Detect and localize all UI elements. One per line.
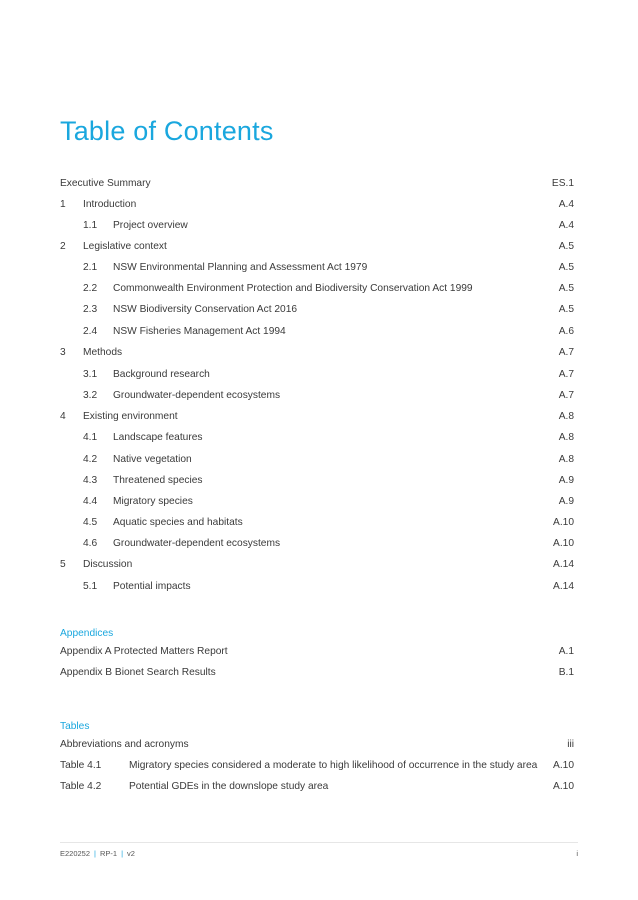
toc-entry-number: 5.1 <box>83 581 98 592</box>
toc-entry-title: Legislative context <box>83 241 167 252</box>
toc-entry-number: 5 <box>60 559 66 570</box>
toc-entry-number: 2 <box>60 241 66 252</box>
toc-entry[interactable] <box>60 473 574 489</box>
toc-entry-title: Groundwater-dependent ecosystems <box>113 538 281 549</box>
toc-entry-title: Migratory species <box>113 496 193 507</box>
toc-entry-page: A.4 <box>558 220 574 231</box>
tables-heading: Tables <box>60 721 90 732</box>
toc-entry[interactable] <box>60 324 574 340</box>
table-entry-number: Table 4.2 <box>60 781 102 792</box>
toc-entry-title: Native vegetation <box>113 454 192 465</box>
table-entry-title: Potential GDEs in the downslope study area <box>129 781 329 792</box>
toc-entry-title: Project overview <box>113 220 188 231</box>
toc-entry[interactable] <box>60 515 574 531</box>
toc-entry-page: A.10 <box>553 538 574 549</box>
toc-entry-page: A.7 <box>558 369 574 380</box>
toc-entry-title: NSW Biodiversity Conservation Act 2016 <box>113 304 298 315</box>
toc-entry-number: 2.3 <box>83 304 98 315</box>
toc-entry-number: 4.5 <box>83 517 98 528</box>
toc-entry[interactable] <box>60 367 574 383</box>
footer-doc-id: E220252 <box>60 849 91 858</box>
appendix-entry-page: B.1 <box>558 667 574 678</box>
toc-entry-title: Executive Summary <box>60 178 151 189</box>
toc-entry[interactable] <box>60 409 574 425</box>
toc-entry[interactable] <box>60 260 574 276</box>
toc-entry[interactable] <box>60 239 574 255</box>
toc-entry-title: Threatened species <box>113 475 203 486</box>
toc-entry[interactable] <box>60 176 574 192</box>
footer-page-number: i <box>576 849 578 858</box>
toc-entry[interactable] <box>60 557 574 573</box>
toc-entry-number: 3.2 <box>83 390 98 401</box>
toc-entry-page: A.10 <box>553 517 574 528</box>
table-entry[interactable] <box>60 758 574 774</box>
toc-entry-number: 2.4 <box>83 326 98 337</box>
toc-entry-number: 2.2 <box>83 283 98 294</box>
toc-entry[interactable] <box>60 494 574 510</box>
page-footer <box>60 848 578 860</box>
toc-entry-page: A.5 <box>558 304 574 315</box>
toc-entry-title: Landscape features <box>113 432 203 443</box>
toc-entry[interactable] <box>60 388 574 404</box>
toc-entry[interactable] <box>60 218 574 234</box>
toc-entry-title: Discussion <box>83 559 133 570</box>
appendix-entry-title: Appendix B Bionet Search Results <box>60 667 216 678</box>
table-entry-page: iii <box>567 739 574 750</box>
toc-entry-number: 4.2 <box>83 454 98 465</box>
toc-entry-title: Groundwater-dependent ecosystems <box>113 390 281 401</box>
toc-entry-number: 1.1 <box>83 220 98 231</box>
toc-entry-page: A.5 <box>558 283 574 294</box>
footer-report: RP-1 <box>99 849 118 858</box>
toc-entry-page: ES.1 <box>551 178 574 189</box>
table-entry-title: Abbreviations and acronyms <box>60 739 189 750</box>
footer-version: v2 <box>127 849 135 858</box>
toc-entry-number: 4.6 <box>83 538 98 549</box>
toc-entry-page: A.4 <box>558 199 574 210</box>
appendix-entry[interactable] <box>60 644 574 660</box>
page-title: Table of Contents <box>60 116 274 146</box>
toc-entry[interactable] <box>60 452 574 468</box>
toc-entry[interactable] <box>60 579 574 595</box>
table-entry-number: Table 4.1 <box>60 760 102 771</box>
toc-entry-page: A.14 <box>553 581 574 592</box>
appendices-heading: Appendices <box>60 628 114 639</box>
toc-entry-title: NSW Fisheries Management Act 1994 <box>113 326 286 337</box>
toc-entry-page: A.7 <box>558 347 574 358</box>
toc-entry-number: 4.1 <box>83 432 98 443</box>
toc-entry-page: A.9 <box>558 475 574 486</box>
toc-entry-number: 3.1 <box>83 369 98 380</box>
toc-entry-title: Background research <box>113 369 210 380</box>
footer-separator: | <box>121 849 124 858</box>
toc-entry-title: Methods <box>83 347 123 358</box>
toc-entry[interactable] <box>60 281 574 297</box>
toc-entry[interactable] <box>60 430 574 446</box>
toc-entry-page: A.5 <box>558 241 574 252</box>
toc-entry[interactable] <box>60 302 574 318</box>
toc-entry-page: A.8 <box>558 411 574 422</box>
toc-entry-page: A.9 <box>558 496 574 507</box>
toc-entry-title: NSW Environmental Planning and Assessment Act 1979 <box>113 262 368 273</box>
toc-entry-title: Aquatic species and habitats <box>113 517 243 528</box>
footer-divider <box>60 842 578 843</box>
toc-entry-page: A.8 <box>558 432 574 443</box>
table-entry[interactable] <box>60 779 574 795</box>
toc-entry[interactable] <box>60 536 574 552</box>
toc-entry-number: 3 <box>60 347 66 358</box>
toc-entry-title: Potential impacts <box>113 581 191 592</box>
toc-entry-page: A.6 <box>558 326 574 337</box>
toc-entry-title: Introduction <box>83 199 137 210</box>
toc-entry[interactable] <box>60 197 574 213</box>
footer-separator: | <box>94 849 96 858</box>
toc-entry-page: A.7 <box>558 390 574 401</box>
toc-entry-title: Commonwealth Environment Protection and Biodiversity Conservation Act 1999 <box>113 283 473 294</box>
toc-entry-page: A.5 <box>558 262 574 273</box>
toc-entry-page: A.14 <box>553 559 574 570</box>
toc-entry-number: 2.1 <box>83 262 98 273</box>
table-entry-title: Migratory species considered a moderate to high likelihood of occurrence in the study area <box>129 760 538 771</box>
toc-entry-number: 1 <box>60 199 66 210</box>
table-entry-page: A.10 <box>553 781 574 792</box>
toc-entry-title: Existing environment <box>83 411 178 422</box>
appendix-entry-page: A.1 <box>558 646 574 657</box>
table-entry-page: A.10 <box>553 760 574 771</box>
appendix-entry[interactable] <box>60 665 574 681</box>
toc-entry-number: 4.4 <box>83 496 98 507</box>
table-entry[interactable] <box>60 737 574 753</box>
toc-entry[interactable] <box>60 345 574 361</box>
toc-entry-number: 4 <box>60 411 66 422</box>
toc-entry-page: A.8 <box>558 454 574 465</box>
toc-entry-number: 4.3 <box>83 475 98 486</box>
appendix-entry-title: Appendix A Protected Matters Report <box>60 646 228 657</box>
